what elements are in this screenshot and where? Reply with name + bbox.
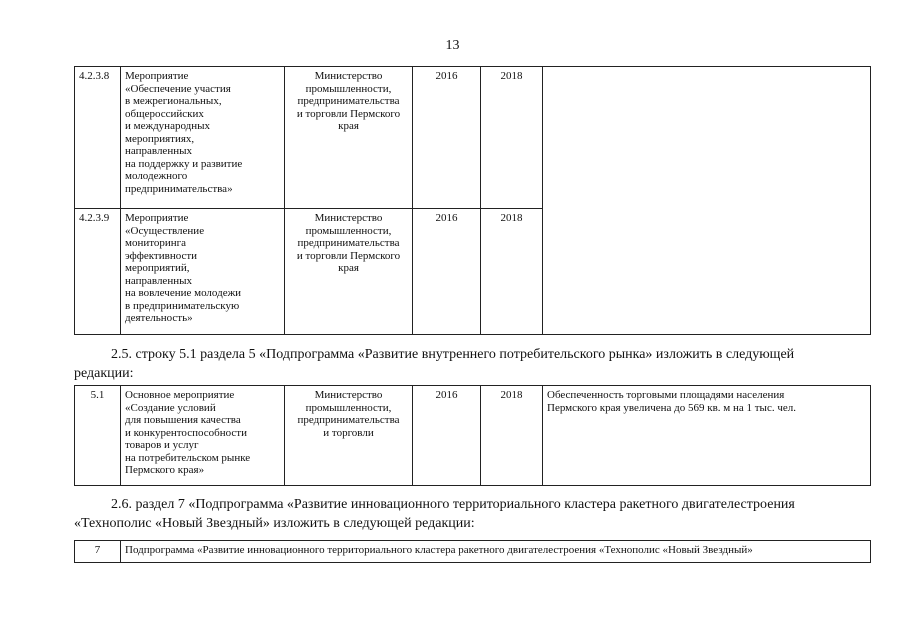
table-row: [75, 67, 871, 209]
program-table-5-1: [74, 385, 871, 486]
row-code: 4.2.3.9: [75, 209, 121, 335]
executor: Министерство промышленности, предпринимательства и торговли: [285, 386, 413, 486]
row-code: 7: [75, 541, 121, 563]
row-code: 5.1: [75, 386, 121, 486]
subprogram-title: Подпрограмма «Развитие инновационного территориального кластера ракетного двигателестроения «Технополис «Новый Звездный»: [121, 541, 871, 563]
year-start: 2016: [413, 209, 481, 335]
measure-name: Мероприятие «Обеспечение участия в межрегиональных, общероссийских и международных мероприятиях, направленных на поддержку и развитие молодежного предпринимательства»: [121, 67, 285, 209]
result: Обеспеченность торговыми площадями населения Пермского края увеличена до 569 кв. м на 1 тыс. чел.: [543, 386, 871, 486]
year-end: 2018: [481, 67, 543, 209]
executor: Министерство промышленности, предпринимательства и торговли Пермского края: [285, 67, 413, 209]
year-start: 2016: [413, 67, 481, 209]
year-end: 2018: [481, 386, 543, 486]
table-row: [75, 541, 871, 563]
row-code: 4.2.3.8: [75, 67, 121, 209]
page-number: 13: [445, 38, 460, 53]
program-table-7: [74, 540, 871, 563]
program-table-4-2-3: [74, 66, 871, 335]
measure-name: Основное мероприятие «Создание условий для повышения качества и конкурентоспособности товаров и услуг на потребительском рынке Пермского края»: [121, 386, 285, 486]
result: [543, 67, 871, 335]
executor: Министерство промышленности, предпринимательства и торговли Пермского края: [285, 209, 413, 335]
table-row: [75, 386, 871, 486]
measure-name: Мероприятие «Осуществление мониторинга эффективности мероприятий, направленных на вовлечение молодежи в предпринимательскую деятельность»: [121, 209, 285, 335]
year-end: 2018: [481, 209, 543, 335]
amendment-paragraph-2-6: 2.6. раздел 7 «Подпрограмма «Развитие инновационного территориального кластера ракетного двигателестроения «Технополис «Новый Звездный» изложить в следующей редакции:: [74, 497, 795, 531]
amendment-paragraph-2-5: 2.5. строку 5.1 раздела 5 «Подпрограмма «Развитие внутреннего потребительского рынка» изложить в следующей редакции:: [74, 347, 795, 381]
year-start: 2016: [413, 386, 481, 486]
